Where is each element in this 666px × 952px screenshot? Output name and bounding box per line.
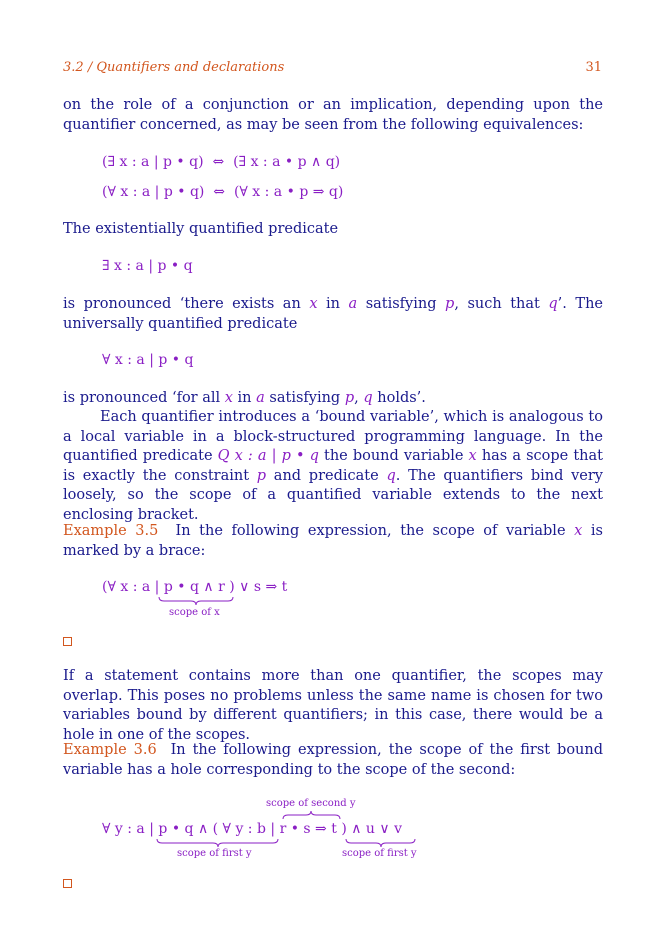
var-q: q xyxy=(363,390,373,406)
scope-brace-bottom-2 xyxy=(345,838,417,848)
text-run: ’. The universally quantified predicate xyxy=(63,296,603,332)
paragraph-bound-variable xyxy=(63,408,603,525)
running-header xyxy=(63,60,284,75)
text-run: . The quantifiers bind very loosely, so the scope of a quantified variable extends to the next enclosing bracket. xyxy=(63,467,603,523)
var-x: x xyxy=(309,296,318,312)
example-label: Example 3.5 xyxy=(63,523,159,539)
expr-part-d: ) ∧ u ∨ v xyxy=(341,821,402,837)
page-number: 31 xyxy=(585,60,602,75)
text-run: in xyxy=(317,296,349,312)
expr-part-b: p • q ∧ ( ∀ y : b | xyxy=(158,821,276,837)
quantified-expression: Q x : a | p • q xyxy=(217,448,319,464)
paragraph-equivalences: on the role of a conjunction or an implication, depending upon the quantifier concerned, as may be seen from the following equivalences: xyxy=(63,97,603,133)
section-title: Quantifiers and declarations xyxy=(96,60,285,75)
text-run: , xyxy=(354,390,364,406)
example-3-5 xyxy=(63,522,603,561)
expr-prefix: (∀ x : a | xyxy=(102,579,160,595)
iff-symbol: ⇔ xyxy=(212,154,225,170)
iff-symbol: ⇔ xyxy=(213,184,226,200)
example-3-6-expression xyxy=(102,821,402,837)
text-run: In the following expression, the scope of the first bound variable has a hole corresponding to the scope of the second: xyxy=(63,742,604,778)
var-p: p xyxy=(344,390,355,406)
var-q: q xyxy=(386,467,396,484)
text-run: Each quantifier introduces a ‘bound variable’, which is analogous to a local variable in a block-structured programming language. In the quantified predicate xyxy=(63,409,603,464)
text-run: , such that xyxy=(454,296,549,312)
existential-predicate: ∃ x : a | p • q xyxy=(102,258,193,274)
equivalence-forall-left: (∀ x : a | p • q) xyxy=(102,184,205,200)
qed-symbol xyxy=(63,637,72,646)
section-number: 3.2 xyxy=(63,60,84,75)
example-label: Example 3.6 xyxy=(63,742,157,758)
text-run: in xyxy=(232,390,257,406)
var-q: q xyxy=(548,296,558,312)
scope-brace xyxy=(158,596,234,606)
equivalence-forall xyxy=(102,184,343,200)
equivalence-exists-left: (∃ x : a | p • q) xyxy=(102,154,204,170)
var-x: x xyxy=(574,523,583,539)
equivalence-forall-right: (∀ x : a • p ⇒ q) xyxy=(233,184,344,200)
text-run: the bound variable xyxy=(318,448,469,464)
text-run: In the following expression, the scope of variable xyxy=(175,523,575,539)
text-run: holds’. xyxy=(372,390,426,406)
var-x: x xyxy=(468,448,477,464)
example-3-5-expression xyxy=(102,579,287,595)
var-x: x xyxy=(224,390,233,406)
equivalence-exists xyxy=(102,154,340,170)
expr-part-a: ∀ y : a | xyxy=(102,821,154,837)
expr-part-c: r • s ⇒ t xyxy=(279,821,337,837)
text-run: and predicate xyxy=(266,467,387,484)
example-3-6 xyxy=(63,741,603,780)
scope-brace-bottom-1 xyxy=(156,838,280,848)
scope-label-first-1: scope of first y xyxy=(177,848,252,859)
text-run: is marked by a brace: xyxy=(63,523,603,559)
var-p: p xyxy=(445,296,455,312)
paragraph-overlap: If a statement contains more than one quantifier, the scopes may overlap. This poses no problems unless the same name is chosen for two variables bound by different quantifiers; in this case, there would be a hole in one of the scopes. xyxy=(63,668,603,743)
text-run: satisfying xyxy=(264,390,345,406)
universal-predicate: ∀ x : a | p • q xyxy=(102,352,194,368)
text-run: satisfying xyxy=(357,296,446,312)
scope-label: scope of x xyxy=(169,607,220,618)
scope-brace-top xyxy=(282,810,342,820)
equivalence-exists-right: (∃ x : a • p ∧ q) xyxy=(233,154,341,170)
text-run: is pronounced ‘for all xyxy=(63,390,225,406)
var-p: p xyxy=(256,467,267,484)
scope-label-first-2: scope of first y xyxy=(342,848,417,859)
scope-label-second: scope of second y xyxy=(266,798,356,809)
qed-symbol xyxy=(63,879,72,888)
text-run: has a scope that is exactly the constraint xyxy=(63,448,603,484)
paragraph-pronounced-forall xyxy=(63,389,603,409)
expr-scope: p • q ∧ r xyxy=(163,579,225,595)
text-run: is pronounced ‘there exists an xyxy=(63,296,310,312)
var-a: a xyxy=(256,390,265,406)
paragraph-pronounced-exists xyxy=(63,295,603,334)
paragraph-existential-intro: The existentially quantified predicate xyxy=(63,221,339,237)
header-separator: / xyxy=(87,60,93,75)
var-a: a xyxy=(348,296,358,312)
expr-suffix: ) ∨ s ⇒ t xyxy=(229,579,288,595)
